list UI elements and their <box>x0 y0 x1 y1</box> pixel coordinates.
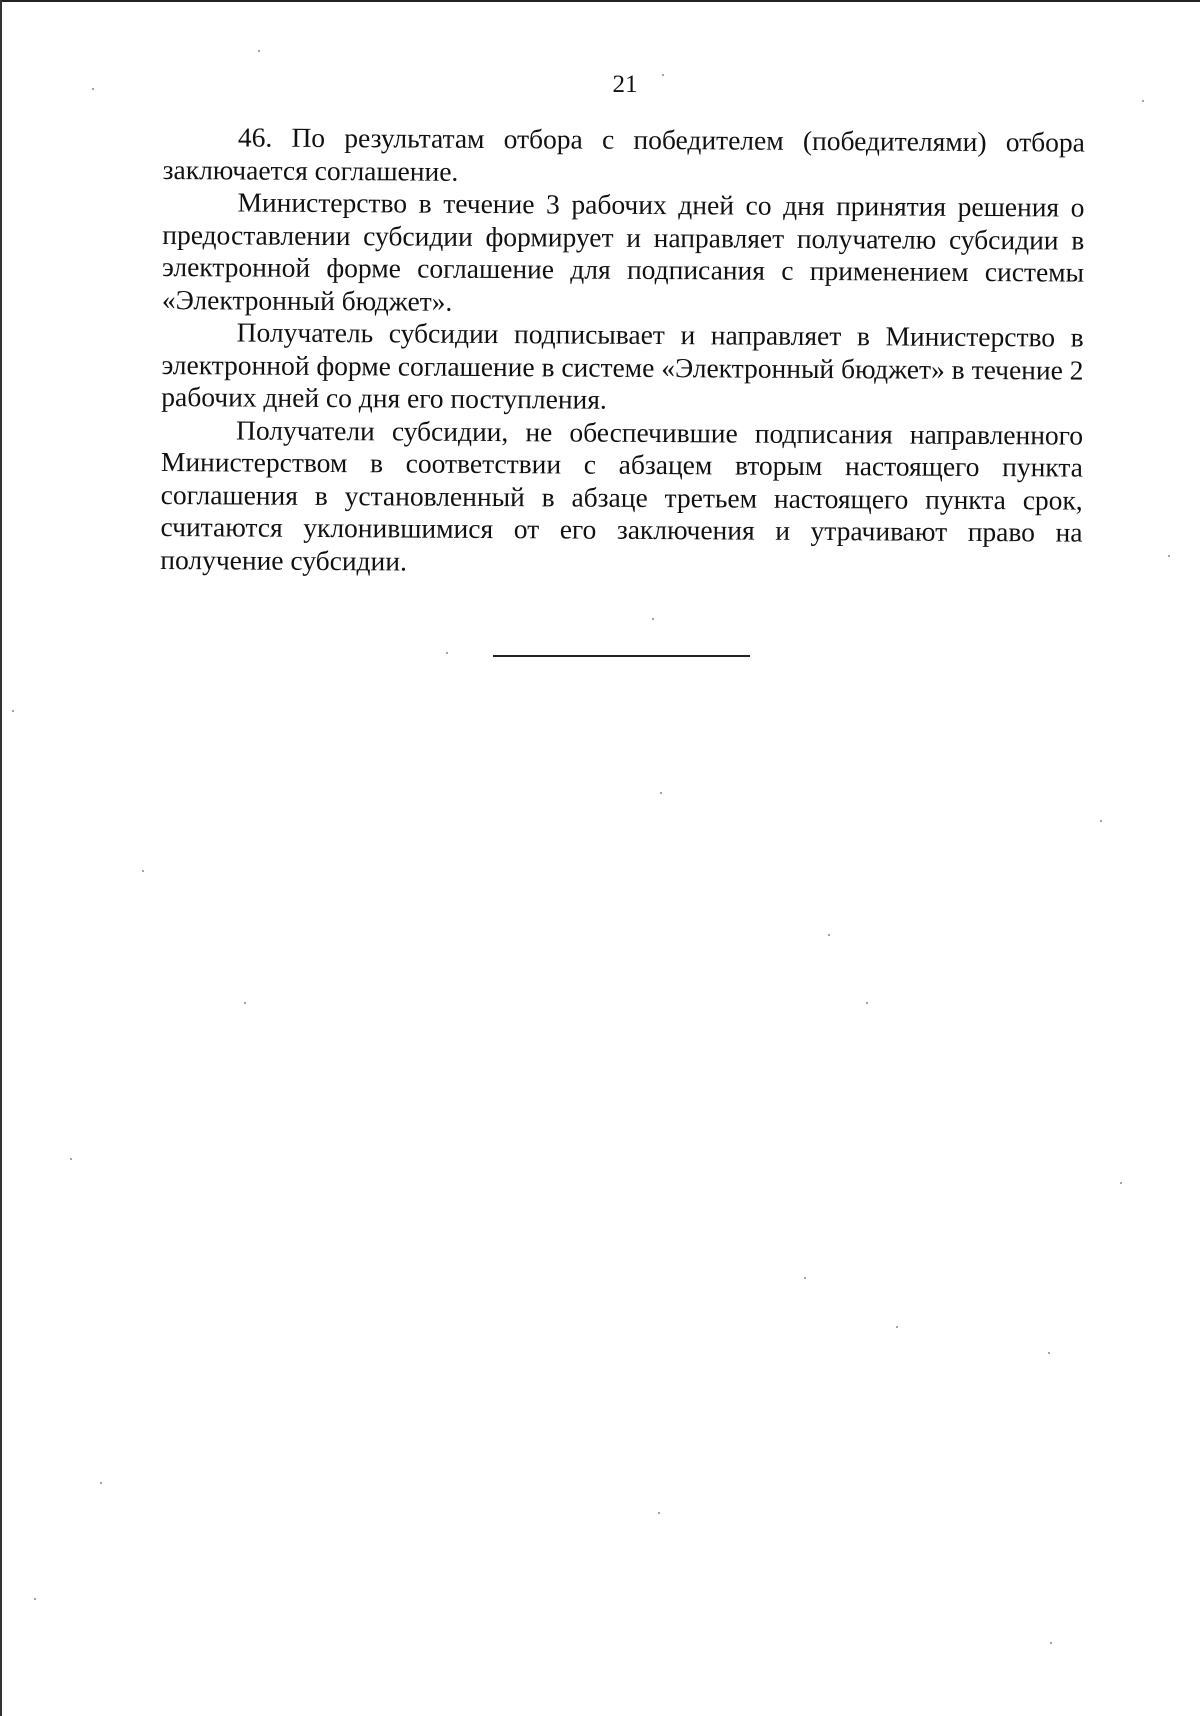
scan-speck <box>1120 1182 1122 1184</box>
scan-speck <box>70 1158 72 1160</box>
paragraph-46-intro: 46. По результатам отбора с победителем (победителями) отбора заключается соглашение. <box>162 121 1085 187</box>
scan-top-edge <box>0 0 1200 2</box>
scan-speck <box>142 870 144 872</box>
scan-speck <box>258 50 260 52</box>
scan-speck <box>804 1277 806 1279</box>
scan-speck <box>446 652 448 654</box>
scan-speck <box>92 88 94 90</box>
paragraph-recipient-signing: Получатель субсидии подписывает и направляет в Министерство в электронной форме соглашение в системе «Электронный бюджет» в течение 2 рабочих дней со дня его поступления. <box>161 316 1084 415</box>
scan-speck <box>12 710 14 712</box>
scan-speck <box>660 792 662 794</box>
scan-speck <box>828 934 830 936</box>
scan-speck <box>896 1326 898 1328</box>
scan-speck <box>1142 100 1144 102</box>
scan-left-edge <box>0 0 2 1716</box>
scan-speck <box>1100 820 1102 822</box>
scan-speck <box>100 1482 102 1484</box>
scan-speck <box>34 1598 36 1600</box>
scan-speck <box>658 1512 660 1514</box>
scan-speck <box>866 1002 868 1004</box>
paragraph-evasion-consequence: Получатели субсидии, не обеспечившие подписания направленного Министерством в соответствии с абзацем вторым настоящего пункта соглашения в установленный в абзаце третьем настоящего пункта срок, считаются уклонившимися от его заключения и утрачивают право на получение субсидии. <box>160 413 1084 576</box>
scan-speck <box>662 74 664 76</box>
document-body <box>160 121 1085 582</box>
scan-speck <box>1048 1352 1050 1354</box>
scan-speck <box>1050 1642 1052 1644</box>
scan-speck <box>652 618 654 620</box>
end-of-text-rule <box>493 655 750 657</box>
paragraph-ministry-procedure: Министерство в течение 3 рабочих дней со дня принятия решения о предоставлении субсидии формирует и направляет получателю субсидии в электронной форме соглашение для подписания с применением системы «Электронный бюджет». <box>161 186 1085 317</box>
scan-speck <box>1168 555 1170 557</box>
scan-speck <box>244 1002 246 1004</box>
page-number: 21 <box>612 71 638 98</box>
